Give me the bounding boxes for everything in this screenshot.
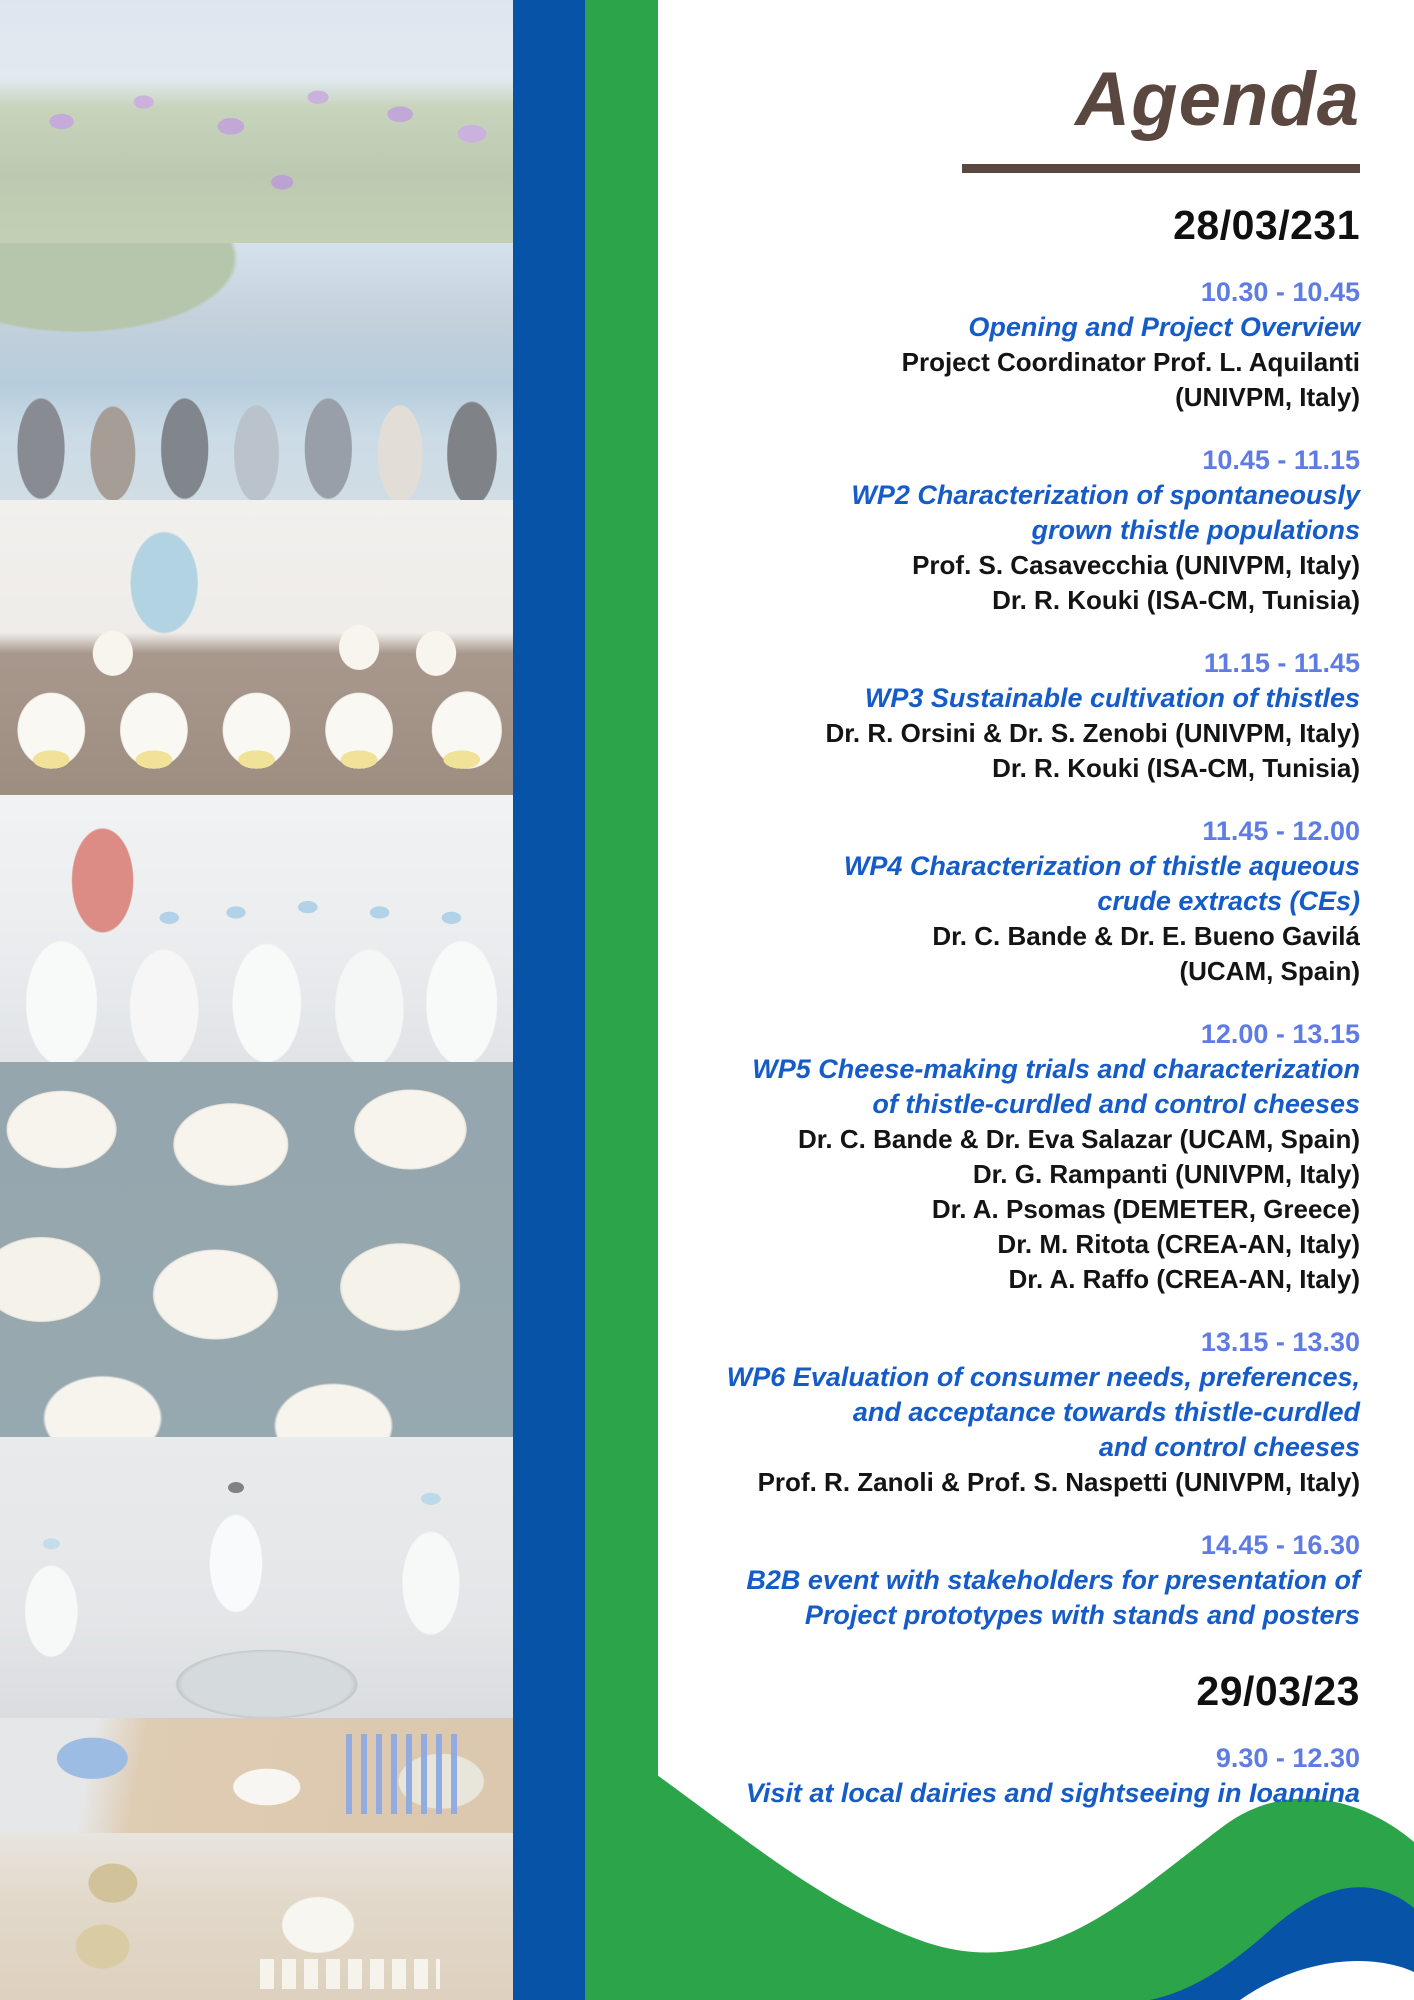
session-speaker: Prof. S. Casavecchia (UNIVPM, Italy) — [912, 550, 1360, 580]
agenda-session — [658, 814, 1360, 989]
agenda-content — [658, 0, 1414, 2000]
session-speaker: (UCAM, Spain) — [1179, 956, 1360, 986]
agenda-session — [658, 1741, 1360, 1811]
session-title-line: and control cheeses — [1098, 1432, 1360, 1462]
session-title-line: WP3 Sustainable cultivation of thistles — [864, 683, 1360, 713]
session-time: 9.30 - 12.30 — [1215, 1743, 1360, 1773]
day-date: 29/03/23 — [1196, 1668, 1360, 1714]
session-title-line: WP4 Characterization of thistle aqueous — [843, 851, 1360, 881]
agenda-session — [658, 1325, 1360, 1500]
session-title-line: WP2 Characterization of spontaneously — [851, 480, 1360, 510]
day-date: 28/03/231 — [1173, 202, 1360, 248]
session-time: 13.15 - 13.30 — [1200, 1327, 1360, 1357]
agenda-session — [658, 275, 1360, 415]
session-time: 10.45 - 11.15 — [1202, 445, 1360, 475]
session-time: 14.45 - 16.30 — [1200, 1530, 1360, 1560]
agenda-session — [658, 1017, 1360, 1297]
photo-thistle-field — [0, 0, 513, 243]
session-title-line: WP6 Evaluation of consumer needs, preferences, — [726, 1362, 1360, 1392]
title-underline — [962, 164, 1360, 173]
session-speaker: Dr. A. Raffo (CREA-AN, Italy) — [1008, 1264, 1360, 1294]
agenda-days — [658, 203, 1360, 1811]
session-title-line: Project prototypes with stands and posters — [804, 1600, 1360, 1630]
session-speaker: Dr. C. Bande & Dr. Eva Salazar (UCAM, Spain) — [797, 1124, 1360, 1154]
photo-cheese-wheels — [0, 1062, 513, 1437]
session-speaker: Dr. M. Ritota (CREA-AN, Italy) — [997, 1229, 1360, 1259]
agenda-session — [658, 1528, 1360, 1633]
session-speaker: Dr. R. Orsini & Dr. S. Zenobi (UNIVPM, Italy) — [825, 718, 1360, 748]
session-speaker: Dr. R. Kouki (ISA-CM, Tunisia) — [992, 585, 1360, 615]
photo-lab-team — [0, 795, 513, 1062]
session-title-line: Opening and Project Overview — [968, 312, 1360, 342]
session-speaker: Dr. A. Psomas (DEMETER, Greece) — [931, 1194, 1360, 1224]
session-title-line: B2B event with stakeholders for presentation of — [746, 1565, 1360, 1595]
session-speaker: Dr. C. Bande & Dr. E. Bueno Gavilá — [932, 921, 1360, 951]
photo-cheese-vat — [0, 1437, 513, 1718]
session-title-line: Visit at local dairies and sightseeing in Ioannina — [745, 1778, 1360, 1808]
photo-cutting-cheese — [0, 1718, 513, 1833]
session-speaker: Dr. R. Kouki (ISA-CM, Tunisia) — [992, 753, 1360, 783]
day-section — [658, 1669, 1360, 1811]
session-title-line: crude extracts (CEs) — [1097, 886, 1360, 916]
session-time: 11.15 - 11.45 — [1203, 648, 1360, 678]
photo-scale-and-blocks — [0, 1833, 513, 2000]
photo-group-by-sea — [0, 243, 513, 500]
blue-vertical-stripe — [513, 0, 585, 2000]
session-speaker: Prof. R. Zanoli & Prof. S. Naspetti (UNIVPM, Italy) — [757, 1467, 1360, 1497]
agenda-session — [658, 646, 1360, 786]
session-title-line: WP5 Cheese-making trials and characterization — [752, 1054, 1360, 1084]
page-title: Agenda — [1075, 57, 1360, 142]
photo-cheese-moulds — [0, 500, 513, 795]
session-title-line: grown thistle populations — [1031, 515, 1360, 545]
photo-strip — [0, 0, 513, 2000]
day-section — [658, 203, 1360, 1633]
agenda-session — [658, 443, 1360, 618]
session-title-line: and acceptance towards thistle-curdled — [852, 1397, 1360, 1427]
session-time: 11.45 - 12.00 — [1202, 816, 1360, 846]
session-speaker: Project Coordinator Prof. L. Aquilanti — [901, 347, 1360, 377]
session-title-line: of thistle-curdled and control cheeses — [872, 1089, 1360, 1119]
session-time: 12.00 - 13.15 — [1200, 1019, 1360, 1049]
session-speaker: (UNIVPM, Italy) — [1175, 382, 1360, 412]
session-time: 10.30 - 10.45 — [1200, 277, 1360, 307]
session-speaker: Dr. G. Rampanti (UNIVPM, Italy) — [972, 1159, 1360, 1189]
